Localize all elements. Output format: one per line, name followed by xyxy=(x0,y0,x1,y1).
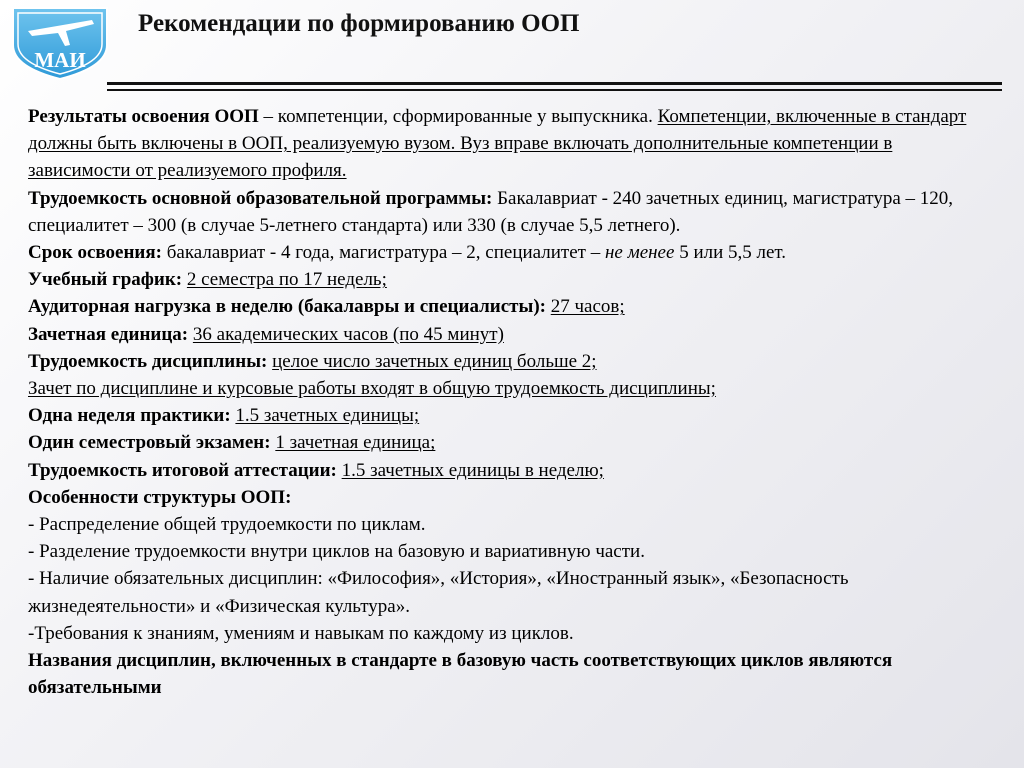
conclusion-text: Названия дисциплин, включенных в стандарте в базовую часть соответствующих циклов являются обязательными xyxy=(28,650,893,699)
term-text: бакалавриат - 4 года, магистратура – 2, специалитет – xyxy=(161,242,605,264)
term-label: Срок освоения: xyxy=(28,242,162,264)
discipline-line xyxy=(28,348,996,375)
results-label: Результаты освоения ООП xyxy=(28,106,259,127)
schedule-label: Учебный график: xyxy=(28,269,183,291)
structure-item: - Разделение трудоемкости внутри циклов на базовую и вариативную части. xyxy=(28,541,645,563)
term-tail: 5 или 5,5 лет. xyxy=(674,242,787,264)
results-paragraph xyxy=(28,103,996,185)
slide-content xyxy=(28,103,996,701)
load-value: 27 часов; xyxy=(550,296,625,318)
mai-logo xyxy=(10,5,110,81)
labor-label: Трудоемкость основной образовательной программы: xyxy=(28,187,493,209)
results-text: – компетенции, сформированные у выпускника. xyxy=(258,106,658,127)
discipline-label: Трудоемкость дисциплины: xyxy=(28,350,268,372)
practice-value: 1.5 зачетных единицы; xyxy=(235,405,420,427)
credit-line xyxy=(28,321,996,348)
schedule-line xyxy=(28,266,996,293)
labor-paragraph xyxy=(28,185,996,239)
load-line xyxy=(28,293,996,320)
load-label: Аудиторная нагрузка в неделю (бакалавры и специалисты): xyxy=(28,296,546,318)
discipline-value: целое число зачетных единиц больше 2; xyxy=(272,350,597,372)
labor-text: Бакалавриат - 240 зачетных единиц, магистратура – 120, специалитет – 300 (в случае 5-летнего стандарта) или 330 (в случае 5,5 летнего). xyxy=(28,187,954,236)
term-paragraph xyxy=(28,239,996,266)
structure-item: -Требования к знаниям, умениям и навыкам по каждому из циклов. xyxy=(28,622,574,644)
exam-value: 1 зачетная единица; xyxy=(275,432,436,454)
term-emphasis: не менее xyxy=(604,242,675,264)
final-line xyxy=(28,457,996,484)
structure-heading xyxy=(28,484,996,511)
credit-note-line xyxy=(28,375,996,402)
schedule-value: 2 семестра по 17 недель; xyxy=(186,269,387,291)
credit-value: 36 академических часов (по 45 минут) xyxy=(192,323,504,345)
competencies-note: Компетенции, включенные в стандарт должны быть включены в ООП, реализуемую вузом. Вуз вправе включать дополнительные компетенции в зависимости от реализуемого профиля. xyxy=(28,106,967,182)
final-label: Трудоемкость итоговой аттестации: xyxy=(28,459,337,481)
logo-text: МАИ xyxy=(34,48,86,72)
slide-title: Рекомендации по формированию ООП xyxy=(138,10,580,37)
practice-line xyxy=(28,402,996,429)
exam-label: Один семестровый экзамен: xyxy=(28,432,271,454)
structure-label: Особенности структуры ООП: xyxy=(28,486,292,508)
exam-line xyxy=(28,429,996,456)
structure-item: - Распределение общей трудоемкости по циклам. xyxy=(28,514,426,536)
credit-label: Зачетная единица: xyxy=(28,323,189,345)
title-rule xyxy=(107,82,1002,85)
conclusion-line xyxy=(28,647,996,701)
title-rule-secondary xyxy=(107,89,1002,91)
practice-label: Одна неделя практики: xyxy=(28,405,231,427)
credit-note: Зачет по дисциплине и курсовые работы входят в общую трудоемкость дисциплины; xyxy=(28,378,716,400)
structure-item: - Наличие обязательных дисциплин: «Философия», «История», «Иностранный язык», «Безопасность жизнедеятельности» и «Физическая культура». xyxy=(28,568,849,617)
final-value: 1.5 зачетных единицы в неделю; xyxy=(341,459,604,481)
